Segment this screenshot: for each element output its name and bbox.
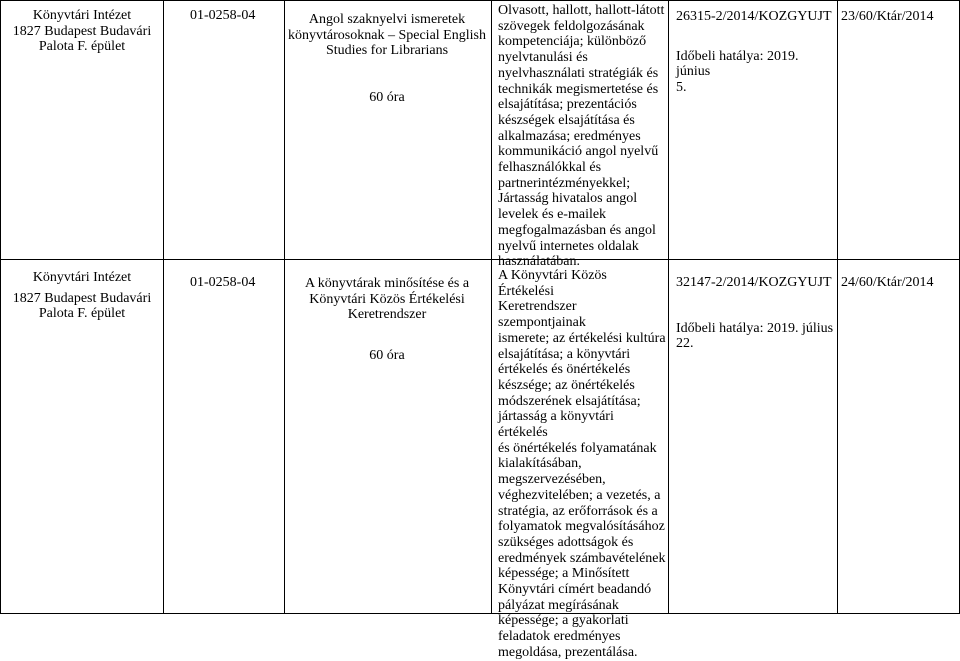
competency-line: megfogalmazásban és angol	[498, 222, 656, 238]
code-cell: 01-0258-04	[190, 275, 256, 290]
competency-line: ismerete; az értékelési kultúra	[498, 330, 666, 346]
column-divider	[163, 0, 164, 614]
registration-cell	[676, 9, 834, 96]
competency-line: Jártasság hivatalos angol	[498, 191, 638, 207]
competency-line: Olvasott, hallott, hallott-látott	[498, 3, 665, 18]
license-cell: 24/60/Ktár/2014	[841, 275, 934, 290]
column-divider	[284, 0, 285, 614]
competency-line: véghezvitelében; a vezetés, a	[498, 487, 661, 503]
program-title-cell	[287, 12, 487, 106]
competency-line: pályázat megírásának	[498, 597, 619, 613]
validity-line: Időbeli hatálya: 2019. június	[676, 48, 799, 80]
column-divider	[668, 0, 669, 614]
competency-line: kialakításában,	[498, 456, 582, 472]
license-cell: 23/60/Ktár/2014	[841, 9, 934, 24]
competency-line: szövegek feldolgozásának	[498, 18, 645, 34]
program-title-line: Studies for Librarians	[325, 43, 449, 59]
program-title-line: Angol szaknyelvi ismeretek	[308, 12, 466, 27]
code-cell: 01-0258-04	[190, 8, 256, 23]
program-title-line: Keretrendszer	[347, 307, 427, 323]
registration-number: 32147-2/2014/KOZGYUJT	[676, 275, 832, 290]
competency-line: elsajátítása; a könyvtári	[498, 346, 631, 362]
validity-line: Időbeli hatálya: 2019. július	[676, 320, 834, 336]
registration-number: 26315-2/2014/KOZGYUJT	[676, 9, 832, 24]
institution-cell	[4, 270, 160, 322]
institution-name: Könyvtári Intézet	[32, 270, 132, 285]
competency-line: és önértékelés folyamatának	[498, 440, 657, 456]
competency-line: elsajátítása; prezentációs	[498, 97, 637, 113]
table-border	[0, 0, 1, 614]
competency-line: megoldása, prezentálása.	[498, 644, 638, 660]
competency-line: levelek és e-mailek	[498, 207, 607, 223]
competency-line: technikák megismertetése és	[498, 81, 659, 97]
competency-line: készsége; az önértékelés	[498, 377, 635, 393]
program-title-line: könyvtárosoknak – Special English	[288, 27, 486, 43]
program-title-line: Könyvtári Közös Értékelési	[309, 291, 465, 307]
competency-line: nyelvtanulási és	[498, 50, 588, 66]
competency-line: szükséges adottságok és	[498, 534, 634, 550]
table-border	[0, 0, 960, 1]
competency-line: módszerének elsajátítása;	[498, 393, 641, 409]
competency-line: partnerintézményekkel;	[498, 175, 631, 191]
competency-line: folyamatok megvalósításához	[498, 519, 665, 535]
competency-line: kompetenciája; különböző	[498, 34, 647, 50]
program-hours: 60 óra	[369, 348, 405, 364]
competencies-cell	[498, 3, 666, 270]
program-hours: 60 óra	[369, 90, 405, 106]
competency-line: értékelés és önértékelés	[498, 362, 631, 378]
competency-line: Keretrendszer szempontjainak	[498, 299, 586, 331]
competency-line: A Könyvtári Közös Értékelési	[498, 268, 607, 299]
competency-line: képessége; a Minősített	[498, 566, 630, 582]
competency-line: kommunikáció angol nyelvű	[498, 144, 659, 160]
row-divider	[0, 259, 960, 260]
validity-line: 22.	[676, 336, 694, 352]
competency-line: eredmények számbavételének	[498, 550, 666, 566]
registration-cell	[676, 275, 834, 352]
competency-line: használatában.	[498, 254, 581, 270]
validity-line: 5.	[676, 80, 687, 96]
competency-line: nyelvhasználati stratégiák és	[498, 65, 659, 81]
program-title-line: A könyvtárak minősítése és a	[304, 276, 470, 291]
institution-building: Palota F. épület	[38, 39, 126, 55]
column-divider	[491, 0, 492, 614]
competency-line: feladatok eredményes	[498, 629, 621, 645]
competency-line: jártasság a könyvtári értékelés	[498, 409, 614, 441]
institution-building: Palota F. épület	[38, 306, 126, 322]
competency-line: készségek elsajátítása és	[498, 112, 635, 128]
institution-address: 1827 Budapest Budavári	[12, 290, 152, 306]
institution-cell	[4, 8, 160, 55]
competency-line: alkalmazása; eredményes	[498, 128, 641, 144]
institution-name: Könyvtári Intézet	[32, 8, 132, 23]
column-divider	[837, 0, 838, 614]
institution-address: 1827 Budapest Budavári	[12, 23, 152, 39]
competency-line: megszervezésében,	[498, 472, 606, 488]
competency-line: felhasználókkal és	[498, 160, 602, 176]
competency-line: Könyvtári címért beadandó	[498, 582, 652, 598]
competency-line: képessége; a gyakorlati	[498, 613, 629, 629]
competencies-cell	[498, 268, 666, 661]
program-title-cell	[287, 276, 487, 364]
competency-line: nyelvű internetes oldalak	[498, 238, 639, 254]
competency-line: stratégia, az erőforrások és a	[498, 503, 658, 519]
